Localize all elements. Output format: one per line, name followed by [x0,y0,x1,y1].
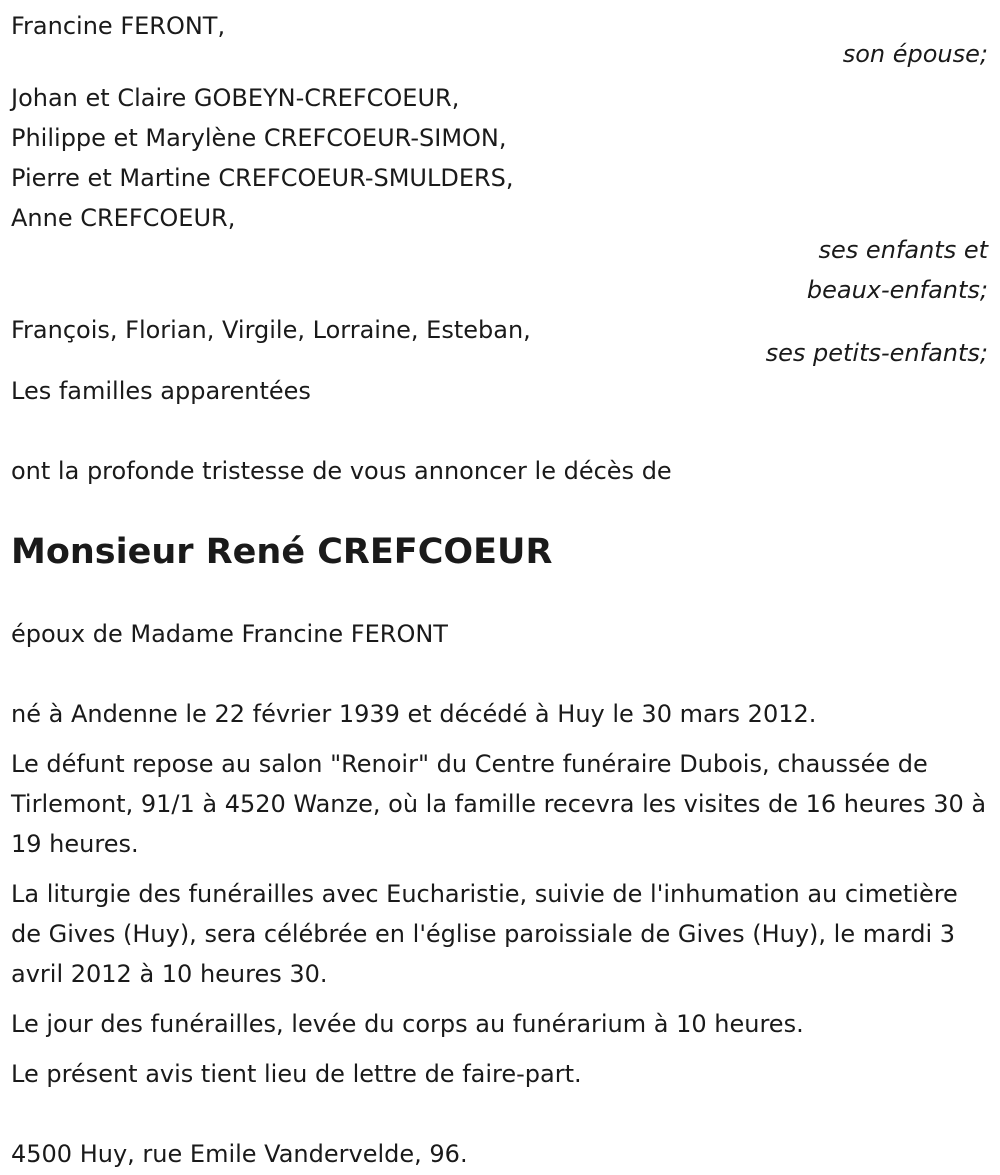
address: 4500 Huy, rue Emile Vandervelde, 96. [11,1140,468,1168]
child-line: Johan et Claire GOBEYN-CREFCOEUR, [11,84,460,112]
grandchildren-block [11,310,990,373]
announcement: ont la profonde tristesse de vous annoncer le décès de [11,457,672,485]
children-role-line1: ses enfants et [818,236,988,264]
children-role-line2: beaux-enfants; [806,276,988,304]
child-line: Anne CREFCOEUR, [11,204,236,232]
detail-birth-death: né à Andenne le 22 février 1939 et décédé à Huy le 30 mars 2012. [11,700,817,728]
grandchildren-role: ses petits-enfants; [765,339,988,367]
detail-removal: Le jour des funérailles, levée du corps au funérarium à 10 heures. [11,1010,804,1038]
spouse-role: son épouse; [842,40,988,68]
children-block [11,78,990,310]
detail-notice: Le présent avis tient lieu de lettre de faire-part. [11,1060,582,1088]
spouse-name: Francine FERONT, [11,12,226,40]
child-line: Philippe et Marylène CREFCOEUR-SIMON, [11,124,507,152]
spouse-block [11,6,990,74]
spouse-of: époux de Madame Francine FERONT [11,620,448,648]
grandchildren-names: François, Florian, Virgile, Lorraine, Esteban, [11,316,531,344]
relatives: Les familles apparentées [11,377,311,405]
details-block [11,694,990,1094]
deceased-name: Monsieur René CREFCOEUR [11,532,553,572]
detail-resting-place: Le défunt repose au salon "Renoir" du Centre funéraire Dubois, chaussée de Tirlemont, 91/1 à 4520 Wanze, où la famille recevra les visites de 16 heures 30 à 19 heures. [11,750,987,858]
child-line: Pierre et Martine CREFCOEUR-SMULDERS, [11,164,514,192]
detail-liturgy: La liturgie des funérailles avec Eucharistie, suivie de l'inhumation au cimetière de Gives (Huy), sera célébrée en l'église paroissiale de Gives (Huy), le mardi 3 avril 2012 à 10 heures 30. [11,880,958,988]
